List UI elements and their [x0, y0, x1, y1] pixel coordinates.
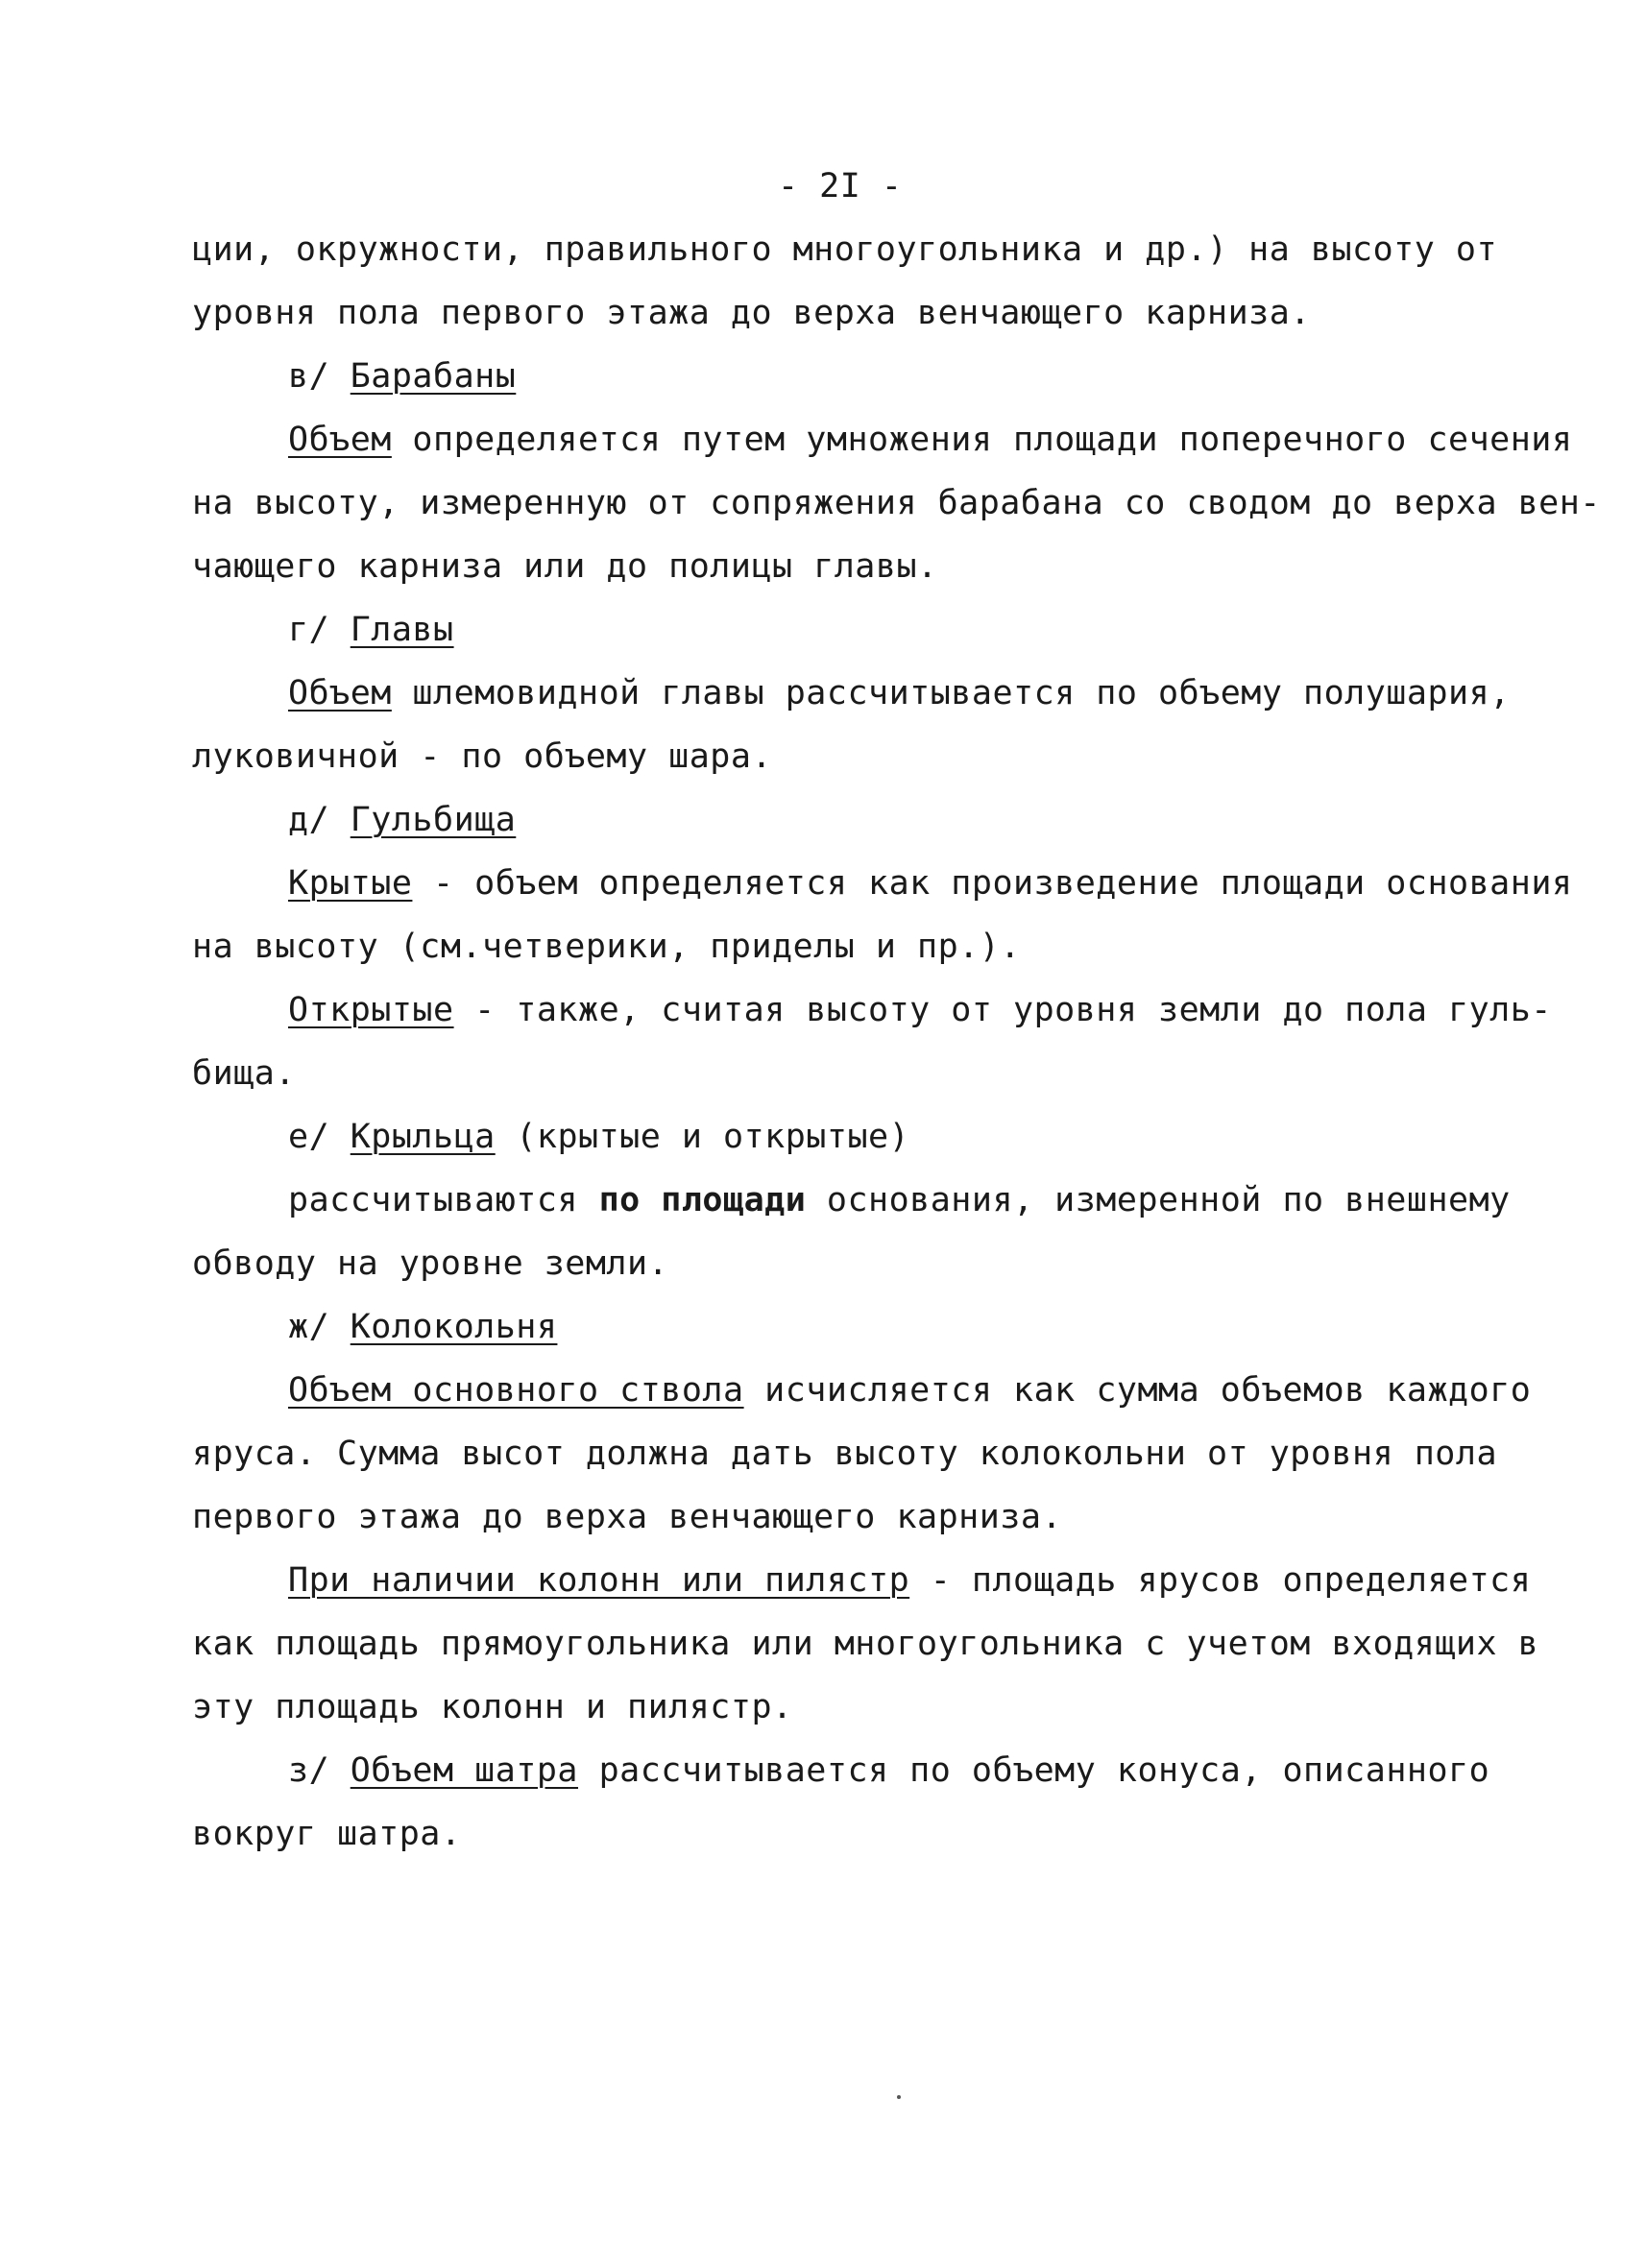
text: рассчитывается по объему конуса, описанного — [578, 1751, 1490, 1790]
text-line: чающего карниза или до полицы главы. — [192, 547, 938, 586]
section-title: Главы — [350, 611, 454, 649]
section-title: Барабаны — [350, 357, 517, 396]
text: - также, считая высоту от уровня земли до пола гуль- — [453, 991, 1552, 1029]
page-number: - 2I - — [778, 167, 903, 205]
section-heading-z — [288, 1749, 1489, 1792]
text-line: первого этажа до верха венчающего карниза. — [192, 1498, 1063, 1536]
section-heading-zh — [288, 1306, 557, 1348]
text: основания, измеренной по внешнему — [806, 1181, 1511, 1219]
text-line — [288, 672, 1511, 714]
text-line — [288, 989, 1552, 1031]
scan-dot — [897, 2095, 901, 2099]
text-line: бища. — [192, 1054, 296, 1093]
section-letter: г/ — [288, 611, 351, 649]
text: определяется путем умножения площади поперечного сечения — [391, 421, 1573, 459]
term: Открытые — [288, 991, 454, 1029]
section-title: Крыльца — [350, 1118, 496, 1156]
text: - площадь ярусов определяется — [909, 1561, 1532, 1600]
term: Объем — [288, 674, 392, 712]
text: рассчитываются — [288, 1181, 599, 1219]
section-title: Гульбища — [350, 801, 517, 839]
section-heading-g — [288, 609, 454, 651]
section-title: Колокольня — [350, 1308, 558, 1346]
text-line: как площадь прямоугольника или многоугольника с учетом входящих в — [192, 1625, 1539, 1663]
text-line — [288, 1369, 1531, 1411]
term: Объем — [288, 421, 392, 459]
term: Объем шатра — [350, 1751, 579, 1790]
text: исчисляется как сумма объемов каждого — [743, 1371, 1532, 1410]
section-heading-e — [288, 1116, 909, 1158]
text-line — [288, 1559, 1531, 1602]
text-line: яруса. Сумма высот должна дать высоту колокольни от уровня пола — [192, 1435, 1498, 1473]
text-line — [288, 419, 1572, 461]
section-letter: в/ — [288, 357, 351, 396]
term: Крытые — [288, 864, 413, 903]
text-line: уровня пола первого этажа до верха венчающего карниза. — [192, 294, 1311, 332]
section-letter: ж/ — [288, 1308, 351, 1346]
bold-text: по площади — [598, 1181, 807, 1219]
text-line: эту площадь колонн и пилястр. — [192, 1688, 793, 1726]
section-letter: д/ — [288, 801, 351, 839]
text: шлемовидной главы рассчитывается по объему полушария, — [391, 674, 1511, 712]
section-heading-v — [288, 355, 516, 398]
text-line: луковичной - по объему шара. — [192, 737, 773, 776]
text-line — [288, 862, 1572, 905]
text-line: на высоту, измеренную от сопряжения барабана со сводом до верха вен- — [192, 484, 1601, 522]
text: - объем определяется как произведение площади основания — [412, 864, 1573, 903]
text-line: ции, окружности, правильного многоугольника и др.) на высоту от — [192, 230, 1498, 269]
text: (крытые и открытые) — [495, 1118, 910, 1156]
term: Объем основного ствола — [288, 1371, 744, 1410]
text-line: на высоту (см.четверики, приделы и пр.). — [192, 928, 1021, 966]
text-line: обводу на уровне земли. — [192, 1244, 669, 1283]
text-line — [288, 1179, 1511, 1221]
section-heading-d — [288, 799, 516, 841]
section-letter: е/ — [288, 1118, 351, 1156]
section-letter: з/ — [288, 1751, 351, 1790]
term: При наличии колонн или пилястр — [288, 1561, 910, 1600]
text-line: вокруг шатра. — [192, 1815, 462, 1853]
